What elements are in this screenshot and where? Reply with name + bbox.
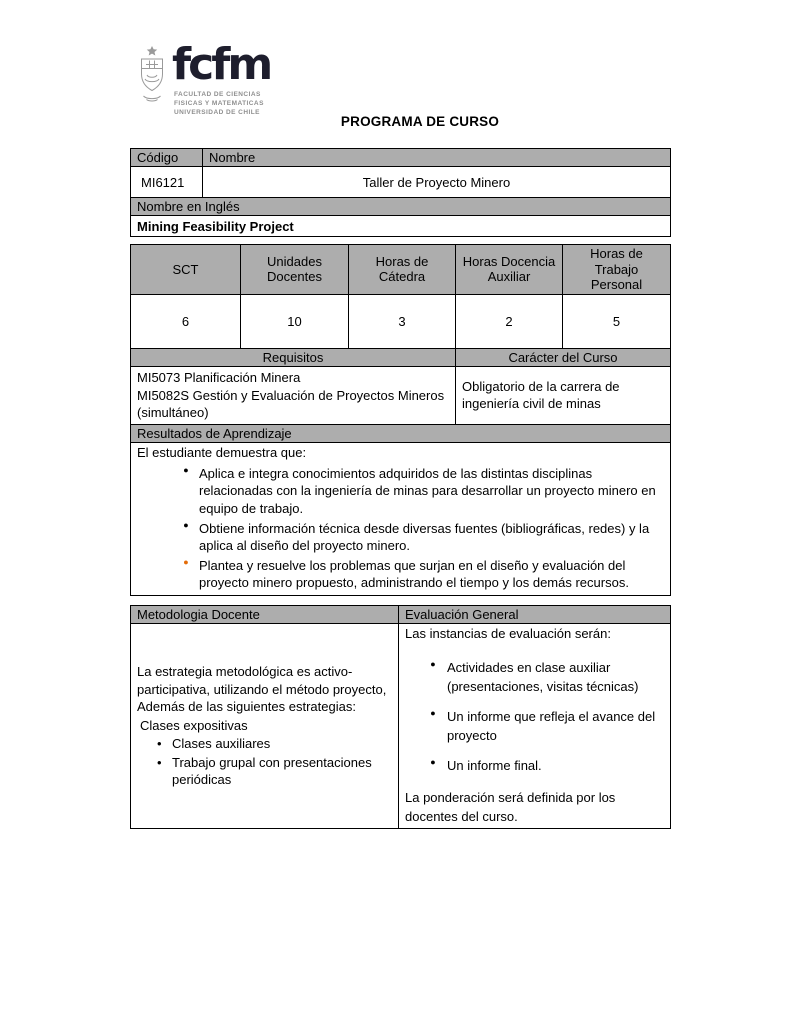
metodologia-docente-content-cell xyxy=(131,624,399,828)
identification-table xyxy=(130,148,671,237)
bullet-marker-icon: ● xyxy=(183,519,189,530)
evaluacion-bullet-text: Actividades en clase auxiliar (presentaciones, visitas técnicas) xyxy=(447,659,639,695)
evaluacion-general-content-cell xyxy=(399,624,671,828)
bullet-marker-orange-icon: ● xyxy=(183,557,189,568)
metodologia-evaluacion-table xyxy=(130,605,671,828)
evaluacion-bullet-text: Un informe que refleja el avance del proyecto xyxy=(447,708,656,744)
evaluacion-footer: La ponderación será definida por los docentes del curso. xyxy=(405,790,616,824)
university-of-chile-shield-icon xyxy=(137,45,167,103)
bullet-marker-icon: ● xyxy=(430,756,436,767)
sct-header-cell: SCT xyxy=(131,245,241,295)
horas-catedra-value-cell: 3 xyxy=(349,294,456,348)
resultados-bullet-text: Aplica e integra conocimientos adquiridos de las distintas disciplinas relacionadas con la ingeniería de minas para desarrollar un proyecto minero en equipo de trabajo. xyxy=(199,466,656,516)
horas-trabajo-personal-header-cell: Horas de Trabajo Personal xyxy=(563,245,671,295)
evaluacion-bullet-item xyxy=(419,756,664,776)
nombre-value-cell: Taller de Proyecto Minero xyxy=(203,167,671,198)
resultados-bullet-item xyxy=(173,520,662,554)
fcfm-logo xyxy=(137,39,271,117)
horas-trabajo-personal-value-cell: 5 xyxy=(563,294,671,348)
evaluacion-bullet-text: Un informe final. xyxy=(447,757,542,773)
english-name-value-cell: Mining Feasibility Project xyxy=(131,216,671,237)
metodologia-bullet-item xyxy=(157,754,392,788)
course-program-tables xyxy=(130,148,671,829)
horas-docencia-auxiliar-value-cell: 2 xyxy=(456,294,563,348)
codigo-value-cell: MI6121 xyxy=(131,167,203,198)
evaluacion-intro: Las instancias de evaluación serán: xyxy=(405,626,611,642)
unidades-docentes-header-cell: Unidades Docentes xyxy=(241,245,349,295)
bullet-marker-icon: • xyxy=(157,736,162,752)
resultados-aprendizaje-header-cell: Resultados de Aprendizaje xyxy=(131,424,671,442)
evaluacion-general-header-cell: Evaluación General xyxy=(399,606,671,624)
sct-value-cell: 6 xyxy=(131,294,241,348)
resultados-intro: El estudiante demuestra que: xyxy=(137,444,307,460)
resultados-bullet-item xyxy=(173,557,662,591)
bullet-marker-icon: • xyxy=(157,754,162,770)
resultados-bullet-item xyxy=(173,465,662,516)
resultados-bullet-list xyxy=(137,465,664,591)
logo-faculty-line-2: FISICAS Y MATEMATICAS xyxy=(174,99,264,107)
horas-docencia-auxiliar-header-cell: Horas Docencia Auxiliar xyxy=(456,245,563,295)
metodologia-bullet-text: Clases auxiliares xyxy=(172,736,271,752)
fcfm-logo-acronym: fcfm xyxy=(172,39,271,90)
evaluacion-bullet-item xyxy=(419,658,664,697)
metodologia-subline: Clases expositivas xyxy=(140,717,248,733)
credits-requisitos-table xyxy=(130,244,671,596)
metodologia-bullet-text: Trabajo grupal con presentaciones periódicas xyxy=(172,754,372,787)
requisitos-value-cell xyxy=(131,366,456,424)
caracter-curso-header-cell: Carácter del Curso xyxy=(456,348,671,366)
logo-faculty-line-3: UNIVERSIDAD DE CHILE xyxy=(174,108,260,116)
logo-text-block xyxy=(172,39,271,117)
requisito-line-2: MI5082S Gestión y Evaluación de Proyectos Mineros (simultáneo) xyxy=(137,387,445,421)
english-name-header-cell: Nombre en Inglés xyxy=(131,198,671,216)
requisitos-header-cell: Requisitos xyxy=(131,348,456,366)
metodologia-intro: La estrategia metodológica es activo-participativa, utilizando el método proyecto, Además de las siguientes estrategias: xyxy=(137,664,387,715)
caracter-curso-value-cell: Obligatorio de la carrera de ingeniería civil de minas xyxy=(456,366,671,424)
logo-faculty-line-1: FACULTAD DE CIENCIAS xyxy=(174,90,261,98)
evaluacion-bullet-item xyxy=(419,707,664,746)
requisito-line-1: MI5073 Planificación Minera xyxy=(137,369,301,385)
bullet-marker-icon: ● xyxy=(430,658,436,669)
metodologia-bullet-list xyxy=(137,735,392,787)
document-title: PROGRAMA DE CURSO xyxy=(340,114,500,129)
metodologia-docente-header-cell: Metodologia Docente xyxy=(131,606,399,624)
bullet-marker-icon: ● xyxy=(183,465,189,476)
resultados-bullet-text: Obtiene información técnica desde diversas fuentes (bibliográficas, redes) y la aplica al diseño del proyecto minero. xyxy=(199,520,650,553)
resultados-aprendizaje-content-cell xyxy=(131,442,671,596)
unidades-docentes-value-cell: 10 xyxy=(241,294,349,348)
resultados-bullet-text: Plantea y resuelve los problemas que surjan en el diseño y evaluación del proyecto minero propuesto, administrando el tiempo y los demás recursos. xyxy=(199,558,629,591)
metodologia-bullet-item xyxy=(157,735,392,752)
evaluacion-bullet-list xyxy=(405,658,664,776)
nombre-header-cell: Nombre xyxy=(203,149,671,167)
horas-catedra-header-cell: Horas de Cátedra xyxy=(349,245,456,295)
bullet-marker-icon: ● xyxy=(430,707,436,718)
logo-faculty-caption xyxy=(174,90,270,117)
codigo-header-cell: Código xyxy=(131,149,203,167)
